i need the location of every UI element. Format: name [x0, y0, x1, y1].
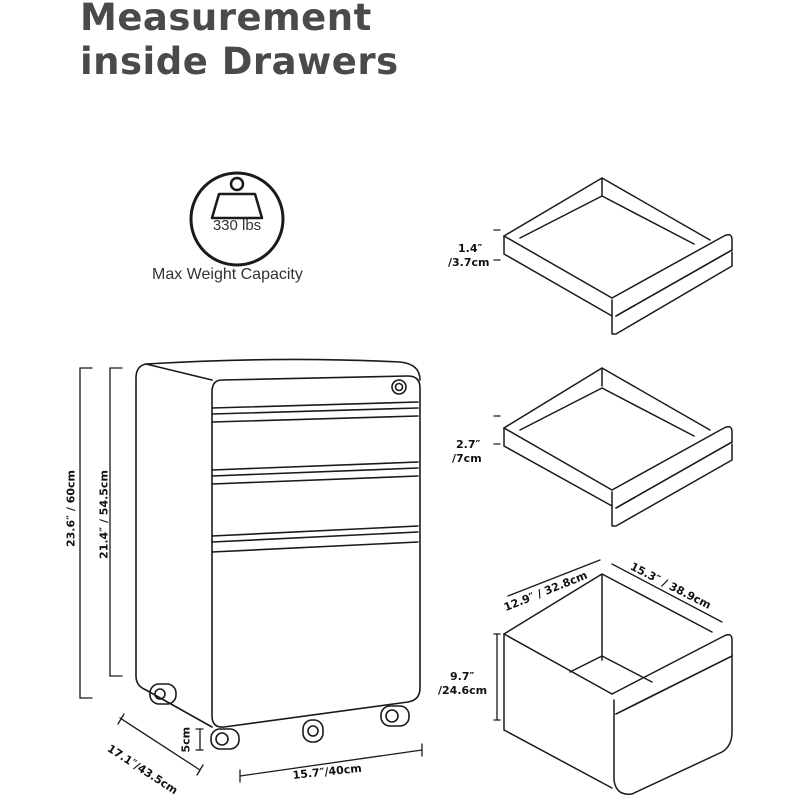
drawer-top-height-cm: /3.7cm	[448, 256, 490, 269]
cabinet-total-height-label: 23.6″ / 60cm	[64, 469, 78, 548]
title-line-2: inside Drawers	[80, 40, 399, 83]
max-weight-value: 330 lbs	[212, 217, 262, 234]
drawer-bottom-height-in: 9.7″	[450, 670, 475, 683]
cabinet-body-height-label: 21.4″ / 54.5cm	[97, 470, 111, 559]
drawer-top-height-in: 1.4″	[458, 242, 483, 255]
cabinet-depth-label: 17.1″/43.5cm	[104, 742, 181, 798]
drawer-dimension-lines	[494, 230, 722, 720]
cabinet-drawing	[136, 359, 420, 749]
drawer-top-drawing	[504, 178, 732, 334]
title-line-1: Measurement	[80, 0, 372, 39]
drawer-middle-drawing	[504, 368, 732, 526]
caster-front-left	[211, 729, 239, 749]
caster-front-right	[381, 706, 409, 726]
drawer-bottom-height-cm: /24.6cm	[438, 684, 488, 697]
max-weight-caption: Max Weight Capacity	[152, 266, 303, 283]
drawer-middle-height-cm: /7cm	[452, 452, 482, 465]
drawer-bottom-depth-label: 15.3″ / 38.9cm	[628, 560, 714, 612]
cabinet-dimension-lines	[80, 368, 422, 782]
drawer-bottom-width-label: 12.9″ / 32.8cm	[502, 568, 590, 615]
floor-clearance-label: 5cm	[179, 726, 193, 753]
caster-back-right	[303, 720, 323, 742]
drawer-middle-height-in: 2.7″	[456, 438, 481, 451]
cabinet-width-label: 15.7″/40cm	[292, 761, 363, 782]
